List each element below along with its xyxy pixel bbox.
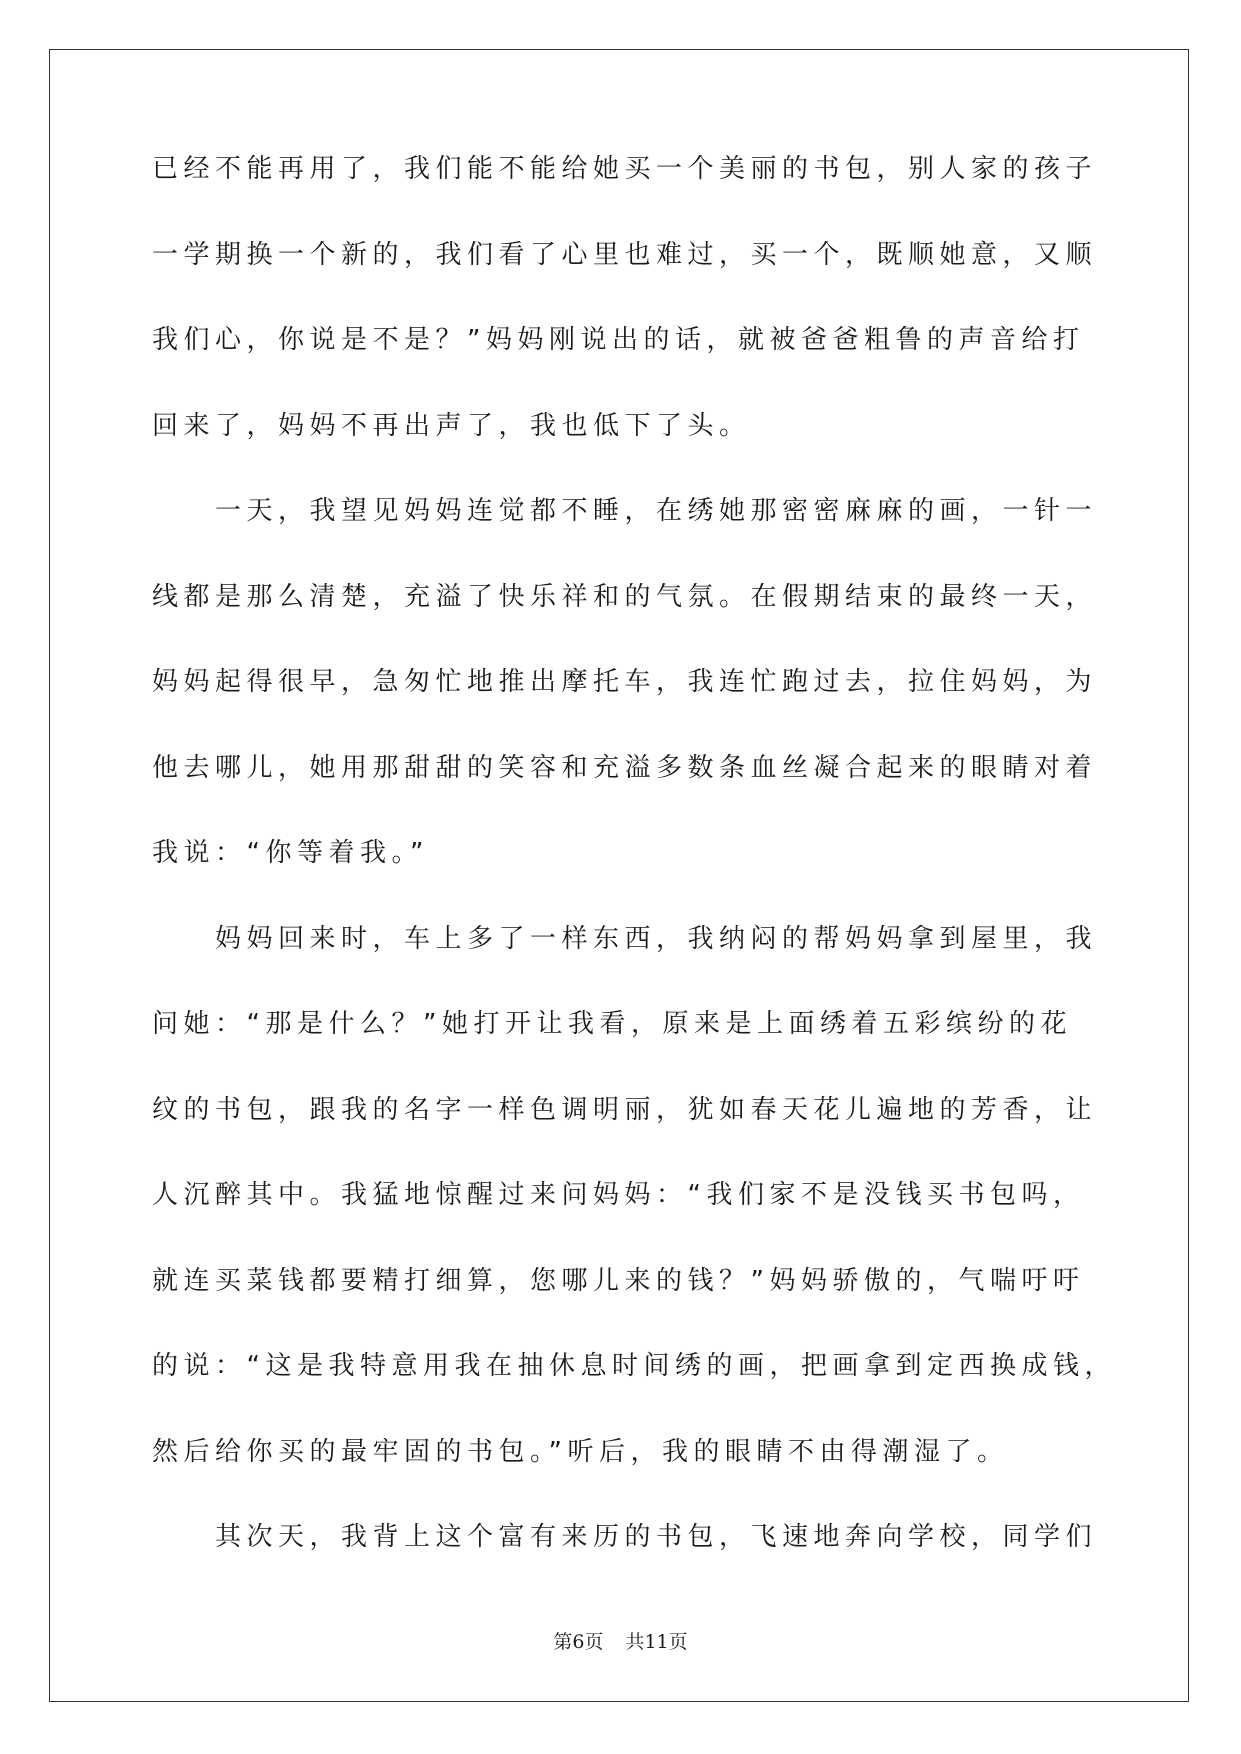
text-line: 一天，我望见妈妈连觉都不睡，在绣她那密密麻麻的画，一针一 [152,496,1098,526]
text-line: 线都是那么清楚，充溢了快乐祥和的气氛。在假期结束的最终一天， [152,581,1098,612]
text-line: 其次天，我背上这个富有来历的书包，飞速地奔向学校，同学们 [152,1522,1098,1552]
text-line: 已经不能再用了，我们能不能给她买一个美丽的书包，别人家的孩子 [152,154,1098,184]
text-line: 一学期换一个新的，我们看了心里也难过，买一个，既顺她意，又顺 [152,239,1098,270]
page-total: 共11页 [625,1631,688,1653]
text-line: 妈妈回来时，车上多了一样东西，我纳闷的帮妈妈拿到屋里，我 [152,923,1098,954]
document-body [152,154,1116,1609]
text-line: 他去哪儿，她用那甜甜的笑容和充溢多数条血丝凝合起来的眼睛对着 [152,752,1098,783]
text-line: 问她：“那是什么？”她打开让我看，原来是上面绣着五彩缤纷的花 [152,1009,1072,1039]
page-footer [0,1631,1241,1653]
text-line: 的说：“这是我特意用我在抽休息时间绣的画，把画拿到定西换成钱， [152,1351,1116,1381]
text-line: 然后给你买的最牢固的书包。”听后，我的眼睛不由得潮湿了。 [152,1436,1009,1467]
page-number: 第6页 [553,1631,604,1653]
text-line: 人沉醉其中。我猛地惊醒过来问妈妈：“我们家不是没钱买书包吗， [152,1180,1085,1210]
text-line: 妈妈起得很早，急匆忙地推出摩托车，我连忙跑过去，拉住妈妈，为 [152,667,1098,697]
text-line: 纹的书包，跟我的名字一样色调明丽，犹如春天花儿遍地的芳香，让 [152,1094,1098,1125]
text-line: 我说：“你等着我。” [152,838,429,868]
text-line: 回来了，妈妈不再出声了，我也低下了头。 [152,410,751,441]
text-line: 我们心，你说是不是？”妈妈刚说出的话，就被爸爸粗鲁的声音给打 [152,325,1085,355]
text-line: 就连买菜钱都要精打细算，您哪儿来的钱？”妈妈骄傲的，气喘吁吁 [152,1265,1085,1296]
